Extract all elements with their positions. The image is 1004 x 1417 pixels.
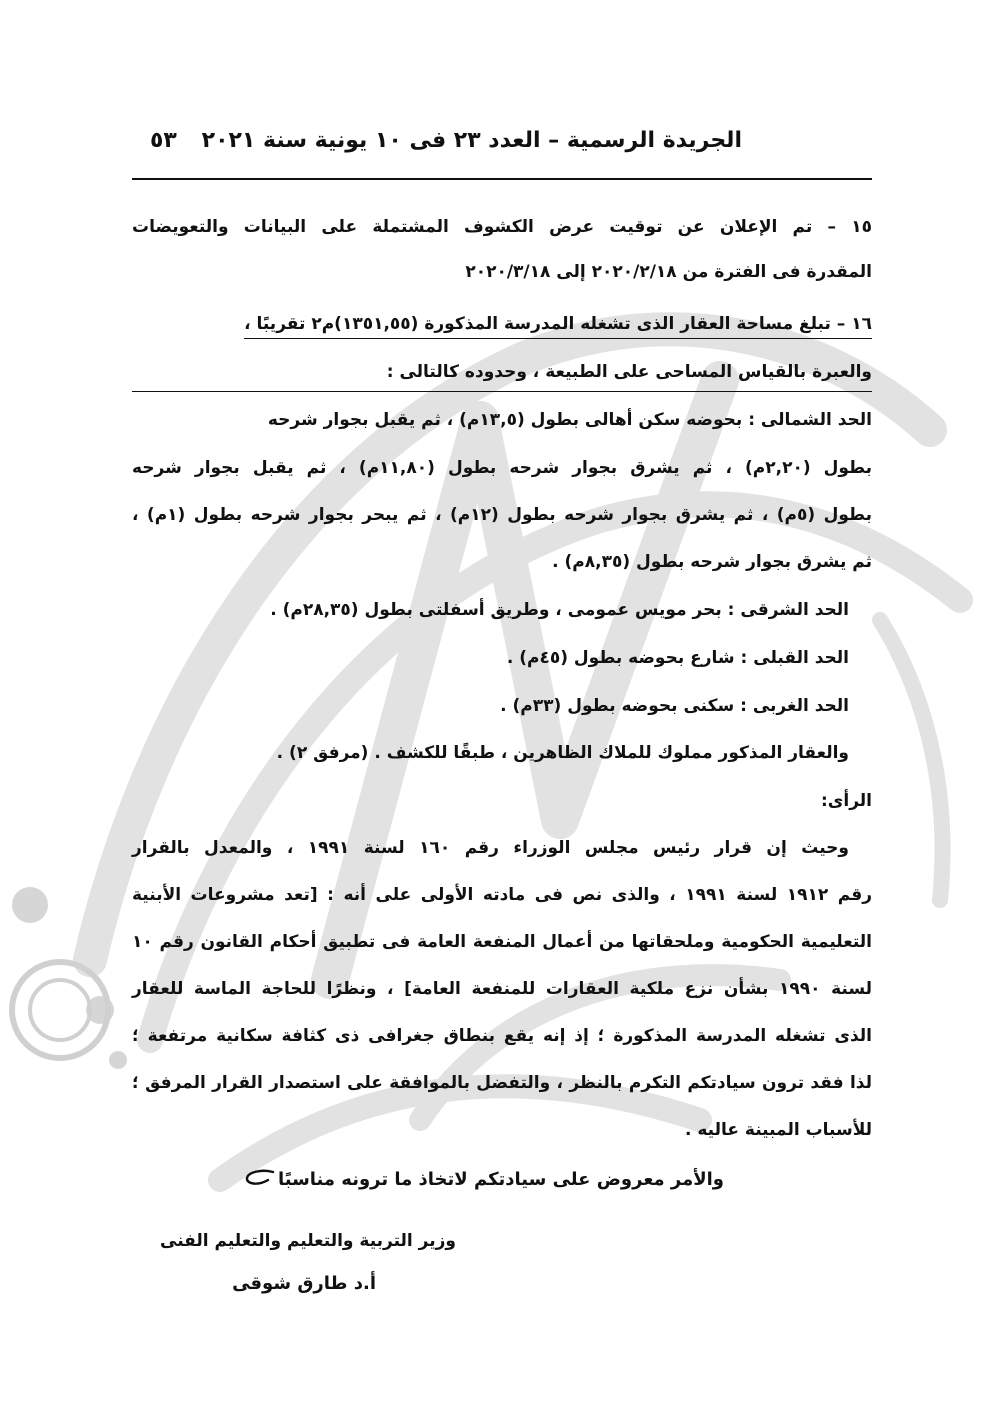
item-16-line-1 — [244, 309, 872, 339]
north-boundary-line-4: ثم يشرق بجوار شرحه بطول (٨,٣٥م) . — [552, 552, 872, 572]
item-15-line-2: المقدرة فى الفترة من ٢٠٢٠/٢/١٨ إلى ٢٠٢٠/٣/١٨ — [465, 262, 872, 282]
north-boundary-text: بحوضه سكن أهالى بطول (١٣,٥م) ، ثم يقبل بجوار شرحه — [267, 410, 749, 430]
east-boundary-label: الحد الشرقى : — [727, 600, 849, 620]
east-boundary-text: بحر مويس عمومى ، وطريق أسفلتى بطول (٢٨,٣٥م) . — [270, 600, 728, 620]
east-boundary — [270, 595, 849, 625]
opinion-line-2: رقم ١٩١٢ لسنة ١٩٩١ ، والذى نص فى مادته الأولى على أنه : [تعد مشروعات الأبنية — [132, 885, 872, 905]
page-number: ٥٣ — [150, 128, 177, 153]
south-boundary — [507, 643, 849, 673]
north-boundary-line-3: بطول (٥م) ، ثم يشرق بجوار شرحه بطول (١٢م) ، ثم يبحر بجوار شرحه بطول (١م) ، — [132, 505, 872, 525]
ownership-note: والعقار المذكور مملوك للملاك الظاهرين ، طبقًا للكشف . (مرفق ٢) . — [276, 743, 849, 763]
west-boundary — [500, 691, 849, 721]
west-boundary-text: سكنى بحوضه بطول (٣٣م) . — [500, 696, 741, 716]
opinion-line-3: التعليمية الحكومية وملحقاتها من أعمال المنفعة العامة فى تطبيق أحكام القانون رقم ١٠ — [132, 932, 872, 952]
opinion-heading: الرأى: — [821, 791, 872, 811]
page-header — [132, 128, 872, 168]
north-boundary-line-2: بطول (٢,٢٠م) ، ثم يشرق بجوار شرحه بطول (١١,٨٠م) ، ثم يقبل بجوار شرحه — [132, 458, 873, 478]
minister-title: وزير التربية والتعليم والتعليم الفنى — [160, 1231, 456, 1251]
minister-name: أ.د طارق شوقى — [232, 1273, 376, 1294]
north-boundary-label: الحد الشمالى : — [748, 410, 872, 430]
opinion-line-6: لذا فقد ترون سيادتكم التكرم بالنظر ، والتفضل بالموافقة على استصدار القرار المرفق ؛ — [132, 1073, 872, 1093]
opinion-line-5: الذى تشغله المدرسة المذكورة ؛ إذ إنه يقع بنطاق جغرافى ذى كثافة سكانية مرتفعة ؛ — [132, 1026, 872, 1046]
item-15-line-1: ١٥ – تم الإعلان عن توقيت عرض الكشوف المشتملة على البيانات والتعويضات — [132, 217, 872, 237]
north-boundary-line-1 — [268, 405, 872, 435]
opinion-line-4: لسنة ١٩٩٠ بشأن نزع ملكية العقارات للمنفعة العامة] ، ونظرًا للحاجة الماسة للعقار — [132, 979, 873, 999]
handwritten-mark — [244, 1168, 276, 1190]
item-16-line-2 — [132, 357, 872, 392]
south-boundary-text: شارع بحوضه بطول (٤٥م) . — [506, 648, 741, 668]
item-16-text-2: والعبرة بالقياس المساحى على الطبيعة ، وحدوده كالتالى : — [386, 362, 872, 382]
opinion-line-7: للأسباب المبينة عاليه . — [685, 1120, 872, 1140]
west-boundary-label: الحد الغربى : — [740, 696, 849, 716]
opinion-line-1: وحيث إن قرار رئيس مجلس الوزراء رقم ١٦٠ لسنة ١٩٩١ ، والمعدل بالقرار — [132, 838, 849, 858]
item-16-text: ١٦ – تبلغ مساحة العقار الذى تشغله المدرسة المذكورة (١٣٥١,٥٥)م٢ تقريبًا ، — [244, 314, 872, 339]
header-divider — [132, 178, 872, 180]
header-title: الجريدة الرسمية – العدد ٢٣ فى ١٠ يونية سنة ٢٠٢١ — [201, 128, 742, 153]
south-boundary-label: الحد القبلى : — [740, 648, 849, 668]
closing-request: والأمر معروض على سيادتكم لاتخاذ ما ترونه مناسبًا — [277, 1169, 724, 1190]
